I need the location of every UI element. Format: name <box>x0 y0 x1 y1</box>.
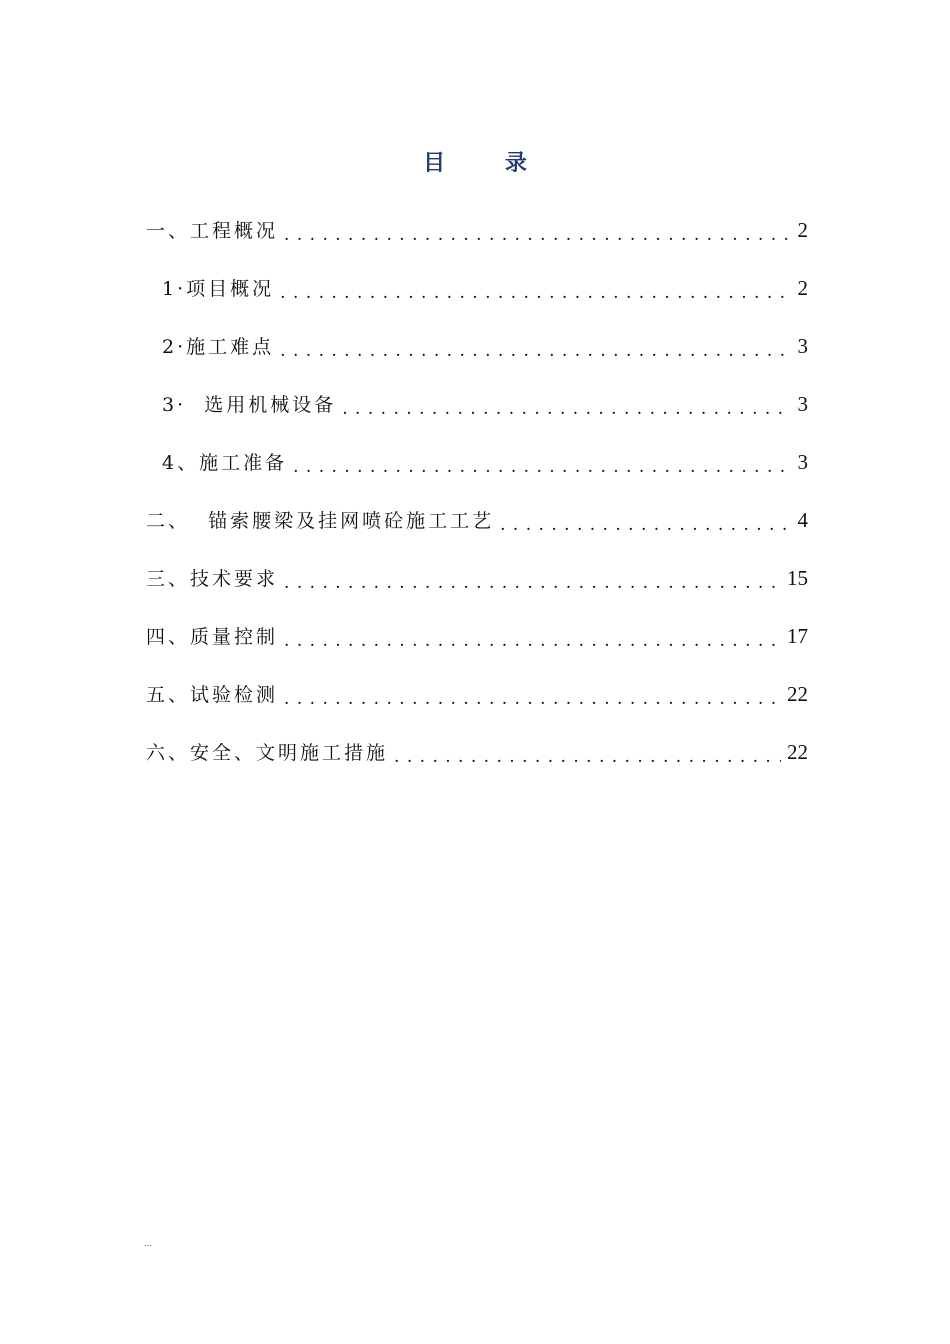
toc-page-number: 22 <box>787 682 808 706</box>
toc-entry[interactable] <box>146 542 808 600</box>
toc-leader-dots <box>284 223 791 243</box>
toc-leader-dots <box>342 397 791 417</box>
toc-entry[interactable] <box>146 368 808 426</box>
toc-leader-dots <box>500 513 791 533</box>
toc-entry-text: 2·施工难点 <box>162 336 275 358</box>
toc-leader-dots <box>280 281 791 301</box>
toc-entry[interactable] <box>146 600 808 658</box>
toc-leader-dots <box>284 571 781 591</box>
toc-title: 目 录 <box>423 150 553 176</box>
toc-entry[interactable] <box>146 310 808 368</box>
toc-entry-text: 4、施工准备 <box>162 452 288 474</box>
toc-entry-text: 四、质量控制 <box>146 626 279 648</box>
toc-leader-dots <box>394 745 781 765</box>
toc-entry-text: 六、安全、文明施工措施 <box>146 742 389 764</box>
toc-page-number: 4 <box>797 508 808 532</box>
toc-entry[interactable] <box>146 194 808 252</box>
toc-leader-dots <box>280 339 791 359</box>
toc-page-number: 3 <box>797 334 808 358</box>
toc-entry[interactable] <box>146 484 808 542</box>
toc-page-number: 15 <box>787 566 808 590</box>
toc-page-number: 2 <box>797 218 808 242</box>
toc-page-number: 17 <box>787 624 808 648</box>
toc-entry[interactable] <box>146 716 808 774</box>
toc-entry-text: 一、工程概况 <box>146 220 279 242</box>
toc-page-number: 2 <box>797 276 808 300</box>
toc-page-number: 3 <box>797 450 808 474</box>
toc-entry[interactable] <box>146 252 808 310</box>
toc-leader-dots <box>293 455 791 475</box>
toc-list <box>146 194 808 774</box>
toc-entry-text: 二、 锚索腰梁及挂网喷砼施工工艺 <box>146 510 495 532</box>
toc-page-number: 22 <box>787 740 808 764</box>
toc-entry[interactable] <box>146 658 808 716</box>
toc-entry-text: 3· 选用机械设备 <box>162 394 337 416</box>
toc-leader-dots <box>284 687 781 707</box>
toc-entry-text: 三、技术要求 <box>146 568 279 590</box>
toc-leader-dots <box>284 629 781 649</box>
toc-page-number: 3 <box>797 392 808 416</box>
toc-entry-text: 五、试验检测 <box>146 684 279 706</box>
toc-entry[interactable] <box>146 426 808 484</box>
toc-entry-text: 1·项目概况 <box>162 278 275 300</box>
footer-mark: ... <box>144 1238 153 1249</box>
